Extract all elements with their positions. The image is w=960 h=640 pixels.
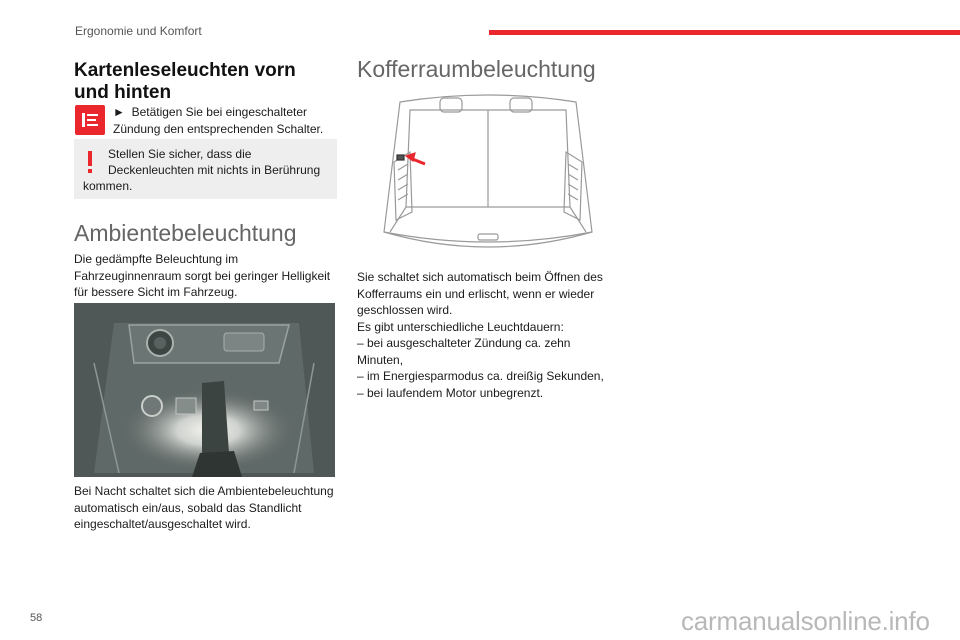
ambient-paragraph-2: Bei Nacht schaltet sich die Ambientebeleuchtung automatisch ein/aus, sobald das Standlicht eingeschaltet/ausgeschaltet wird.: [74, 484, 334, 531]
caution-text-3: kommen.: [83, 179, 133, 193]
watermark-text: carmanualsonline.info: [681, 606, 930, 636]
ambient-lighting-photo: [74, 303, 335, 477]
heading-ambient: Ambientebeleuchtung: [74, 220, 297, 246]
ambient-paragraph-1: Die gedämpfte Beleuchtung im Fahrzeuginnenraum sorgt bei geringer Helligkeit für bessere Sicht im Fahrzeug.: [74, 252, 331, 299]
running-header: Ergonomie und Komfort: [75, 24, 202, 38]
exclamation-icon: [88, 151, 92, 166]
exclamation-dot: [88, 169, 92, 173]
page-number: 58: [30, 612, 43, 624]
heading-map-lights: Kartenleseleuchten vorn und hinten: [74, 60, 296, 103]
switch-lights-icon: [75, 105, 105, 135]
caution-text-1: Stellen Sie sicher, dass die: [108, 147, 252, 161]
trunk-description: Sie schaltet sich automatisch beim Öffnen des Kofferraums ein und erlischt, wenn er wieder geschlossen wird. Es gibt unterschiedliche Leuchtdauern: – bei ausgeschalteter Zündung ca. zehn Minuten, – im Energiesparmodus ca. dreißig Sekunden, – bei laufendem Motor unbegrenzt.: [357, 270, 604, 400]
trunk-illustration: [370, 92, 606, 262]
caution-text-2: Deckenleuchten mit nichts in Berührung: [108, 163, 321, 177]
map-lights-instruction: ► Betätigen Sie bei eingeschalteter Zündung den entsprechenden Schalter.: [113, 105, 324, 136]
heading-trunk-lighting: Kofferraumbeleuchtung: [357, 56, 596, 82]
header-accent-bar: [489, 30, 960, 35]
